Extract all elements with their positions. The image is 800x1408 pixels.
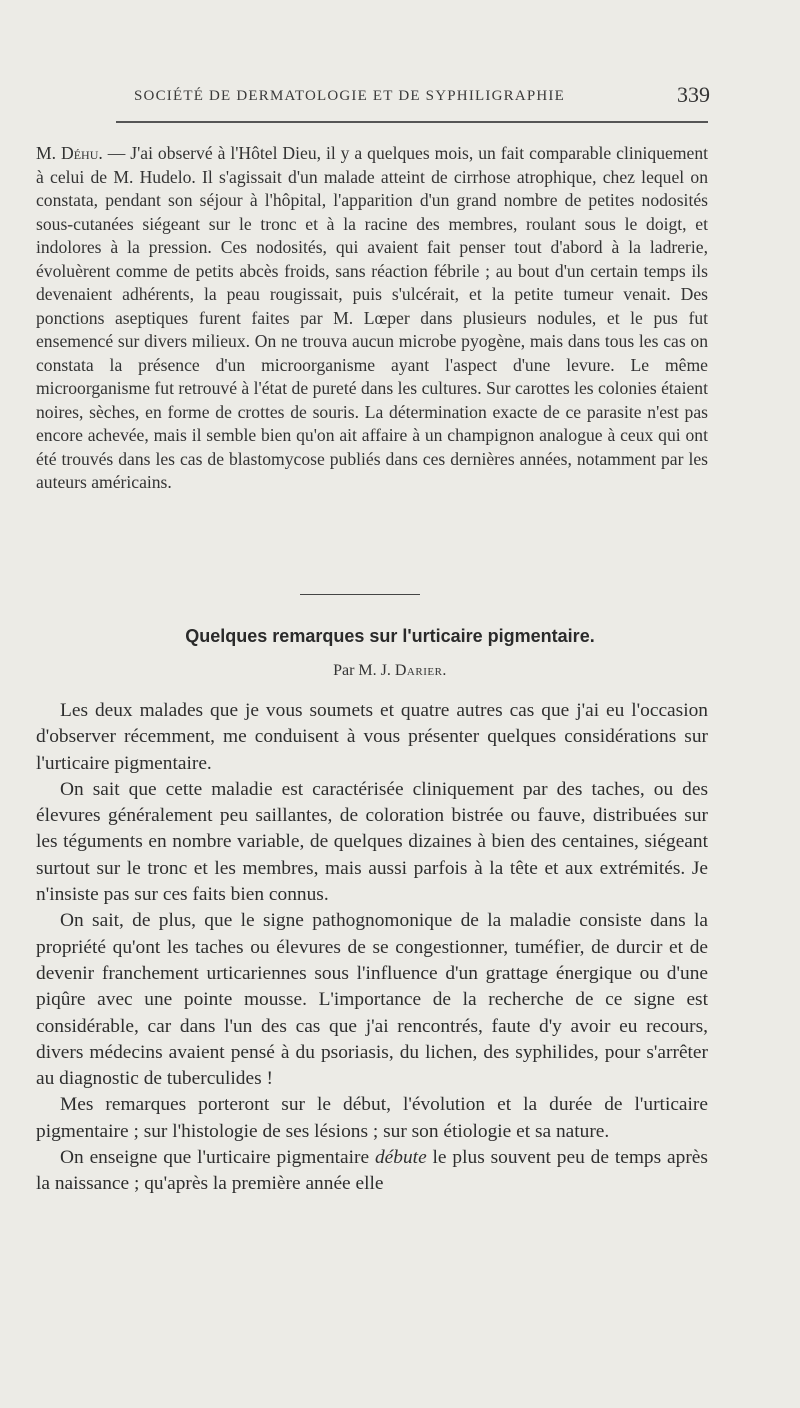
byline-author: Darier. <box>394 662 447 679</box>
page-number: 339 <box>677 82 710 107</box>
body-paragraph: Mes remarques porteront sur le début, l'évolution et la durée de l'urticaire pigmentaire ; sur l'histologie de ses lésions ; sur son étiologie et sa nature. <box>36 1094 708 1142</box>
body-paragraph: On sait, de plus, que le signe pathognomonique de la maladie consiste dans la propriété qu'ont les taches ou élevures de se congestionner, tuméfier, de durcir et de devenir franchement urticariennes sous l'influence d'un grattage énergique ou d'une piqûre avec une pointe mousse. L'importance de la recherche de ce signe est considérable, car dans l'un des cas que j'ai rencontrés, faute d'y avoir eu recours, divers médecins avaient pensé à du psoriasis, du lichen, des syphilides, pour s'arrêter au diagnostic de tuberculides ! <box>36 910 708 1090</box>
article-body <box>36 698 708 1198</box>
section-separator <box>300 594 420 595</box>
discussion-text: — J'ai observé à l'Hôtel Dieu, il y a quelques mois, un fait comparable cliniquement à celui de M. Hudelo. Il s'agissait d'un malade atteint de cirrhose atrophique, chez lequel on constata, pendant son séjour à l'hôpital, l'apparition d'un grand nombre de petites nodosités sous-cutanées siégeant sur le tronc et à la racine des membres, roulant sous le doigt, et indolores à la pression. Ces nodosités, qui avaient fait penser tout d'abord à la ladrerie, évoluèrent comme de petits abcès froids, sans réaction fébrile ; au bout d'un certain temps ils devenaient adhérents, la peau rougissait, puis s'ulcérait, et la petite tumeur venait. Des ponctions aseptiques furent faites par M. Lœper dans plusieurs nodules, et le pus fut ensemencé sur divers milieux. On ne trouva aucun microbe pyogène, mais dans tous les cas on constata la présence d'un microorganisme ayant l'aspect d'une levure. Le même microorganisme fut retrouvé à l'état de pureté dans les cultures. Sur carottes les colonies étaient noires, sèches, en forme de crottes de souris. La détermination exacte de ce parasite n'est pas encore achevée, mais il semble bien qu'on ait affaire à un champignon analogue à ceux qui ont été trouvés dans les cas de blastomycose publiés dans ces dernières années, notamment par les auteurs américains. <box>36 143 708 492</box>
article-title: Quelques remarques sur l'urticaire pigmentaire. <box>185 626 595 646</box>
last-paragraph-emphasis: débute <box>374 1147 427 1169</box>
last-paragraph-end: le plus souvent peu de temps après la naissance ; qu'après la première année elle <box>36 1147 708 1195</box>
body-paragraph: Les deux malades que je vous soumets et quatre autres cas que j'ai eu l'occasion d'observer récemment, me conduisent à vous présenter quelques considérations sur l'urticaire pigmentaire. <box>36 700 708 774</box>
article-byline <box>36 662 744 680</box>
speaker-name: M. Déhu. <box>36 143 103 163</box>
running-header-title: SOCIÉTÉ DE DERMATOLOGIE ET DE SYPHILIGRAPHIE <box>134 88 565 104</box>
body-paragraph: On sait que cette maladie est caractérisée cliniquement par des taches, ou des élevures généralement peu saillantes, de coloration bistrée ou fauve, distribuées sur les téguments en nombre variable, de quelques dizaines à bien des centaines, siégeant surtout sur le tronc et les membres, mais aussi parfois à la tête et aux extrémités. Je n'insiste pas sur ces faits bien connus. <box>36 778 708 906</box>
last-paragraph-start: On enseigne que l'urticaire pigmentaire <box>60 1147 370 1169</box>
body-paragraph-last <box>36 1145 708 1198</box>
running-header <box>134 84 710 112</box>
byline-prefix: Par M. J. <box>333 662 391 679</box>
discussion-paragraph <box>36 142 708 495</box>
header-rule <box>116 121 708 123</box>
